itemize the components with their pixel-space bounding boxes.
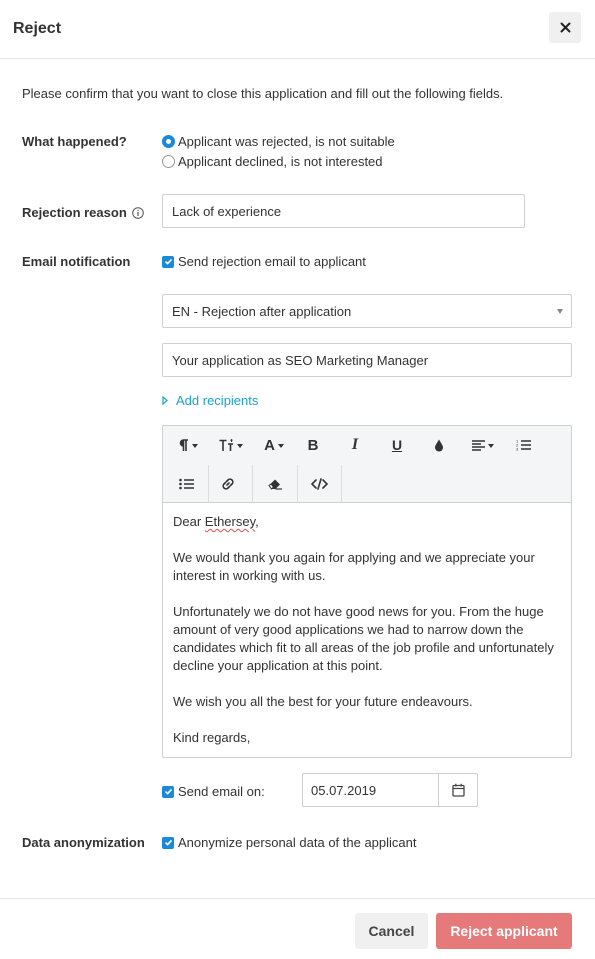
rejection-reason-label [22,205,144,220]
send-rejection-email-label: Send rejection email to applicant [178,254,366,269]
send-email-on-checkbox[interactable] [162,786,174,798]
reject-applicant-button[interactable]: Reject applicant [436,913,572,949]
toolbar-divider [208,465,209,503]
bold-button[interactable] [299,426,327,464]
eraser-icon [268,478,283,490]
underline-icon: U [391,437,403,453]
send-email-on-checkbox-row[interactable] [162,784,265,799]
email-paragraph: We wish you all the best for your future endeavours. [173,694,473,709]
email-closing: Kind regards, [173,730,251,745]
radio-option-rejected[interactable] [162,134,395,149]
cancel-button[interactable]: Cancel [355,913,428,949]
underline-button[interactable] [383,426,411,464]
email-body-text[interactable] [173,513,565,765]
send-date-input[interactable] [303,774,439,806]
email-subject-input[interactable] [162,343,572,377]
send-date-picker[interactable] [302,773,478,807]
checkmark-icon [164,787,173,796]
editor-toolbar [163,426,571,503]
paragraph-icon [178,439,189,452]
highlight-button[interactable] [425,426,453,464]
radio-label-declined: Applicant declined, is not interested [178,154,383,169]
checkmark-icon [164,257,173,266]
radio-label-rejected: Applicant was rejected, is not suitable [178,134,395,149]
email-paragraph: Unfortunately we do not have good news for you. From the huge amount of very good applications we had to narrow down the candidates which fit to all areas of the job profile and unfortunately decline your application at this point. [173,604,554,673]
bold-icon: B [307,436,319,454]
email-template-value: EN - Rejection after application [172,303,352,319]
anonymize-checkbox[interactable] [162,837,174,849]
svg-text:2: 2 [515,442,518,448]
font-color-button[interactable] [257,426,291,464]
email-notification-label-text: Email notification [22,254,131,269]
greeting-suffix: , [255,514,259,529]
rejection-reason-input[interactable] [162,194,525,228]
rejection-reason-label-text: Rejection reason [22,205,127,220]
email-template-select[interactable] [162,294,572,328]
font-size-icon [219,439,234,452]
email-greeting [173,513,565,531]
close-icon [560,22,571,33]
italic-button[interactable] [341,426,369,464]
svg-text:3: 3 [515,446,518,451]
send-email-on-label: Send email on: [178,784,265,799]
add-recipients-label: Add recipients [176,393,259,408]
code-view-icon [311,478,328,490]
what-happened-label [22,134,127,149]
greeting-prefix: Dear [173,514,205,529]
add-recipients-link[interactable] [162,393,258,408]
toolbar-divider [341,465,342,503]
dialog-header [0,0,595,59]
dialog-footer [0,898,595,959]
link-button[interactable] [213,465,243,503]
align-icon [472,440,485,451]
unordered-list-button[interactable] [171,465,201,503]
ordered-list-button[interactable] [509,426,537,464]
dialog-title: Reject [13,20,62,37]
dropdown-arrow-icon [557,309,563,314]
highlight-icon [434,439,444,452]
ordered-list-icon [516,439,531,451]
unordered-list-icon [179,478,194,490]
info-icon[interactable] [132,207,144,219]
send-rejection-email-checkbox[interactable] [162,256,174,268]
checkmark-icon [164,838,173,847]
radio-unselected-icon[interactable] [162,155,175,168]
send-date-value: 05.07.2019 [311,782,377,798]
font-size-button[interactable] [213,426,249,464]
email-paragraph: We would thank you again for applying and we appreciate your interest in working with us. [173,550,535,583]
rejection-reason-value: Lack of experience [172,203,282,219]
clear-format-button[interactable] [259,465,291,503]
toolbar-divider [297,465,298,503]
svg-text:1: 1 [515,439,518,444]
greeting-name: Ethersey [204,514,256,529]
anonymize-checkbox-row[interactable] [162,835,417,850]
radio-selected-icon[interactable] [162,135,175,148]
calendar-icon [452,783,465,797]
link-icon [221,477,235,491]
paragraph-style-button[interactable] [171,426,205,464]
chevron-right-icon [162,396,168,405]
send-rejection-email-checkbox-row[interactable] [162,254,366,269]
email-body-editor[interactable] [162,425,572,758]
radio-option-declined[interactable] [162,154,383,169]
what-happened-label-text: What happened? [22,134,127,149]
data-anonymization-label [22,835,145,850]
italic-icon: I [351,436,359,453]
data-anonymization-label-text: Data anonymization [22,835,145,850]
anonymize-label: Anonymize personal data of the applicant [178,835,417,850]
code-view-button[interactable] [303,465,335,503]
toolbar-divider [252,465,253,503]
intro-text: Please confirm that you want to close this application and fill out the following fields. [22,86,504,101]
email-subject-value: Your application as SEO Marketing Manager [172,352,429,368]
align-button[interactable] [465,426,501,464]
calendar-button[interactable] [439,774,477,806]
email-notification-label [22,254,130,269]
font-color-icon: A [264,436,275,454]
close-button[interactable] [549,12,581,43]
